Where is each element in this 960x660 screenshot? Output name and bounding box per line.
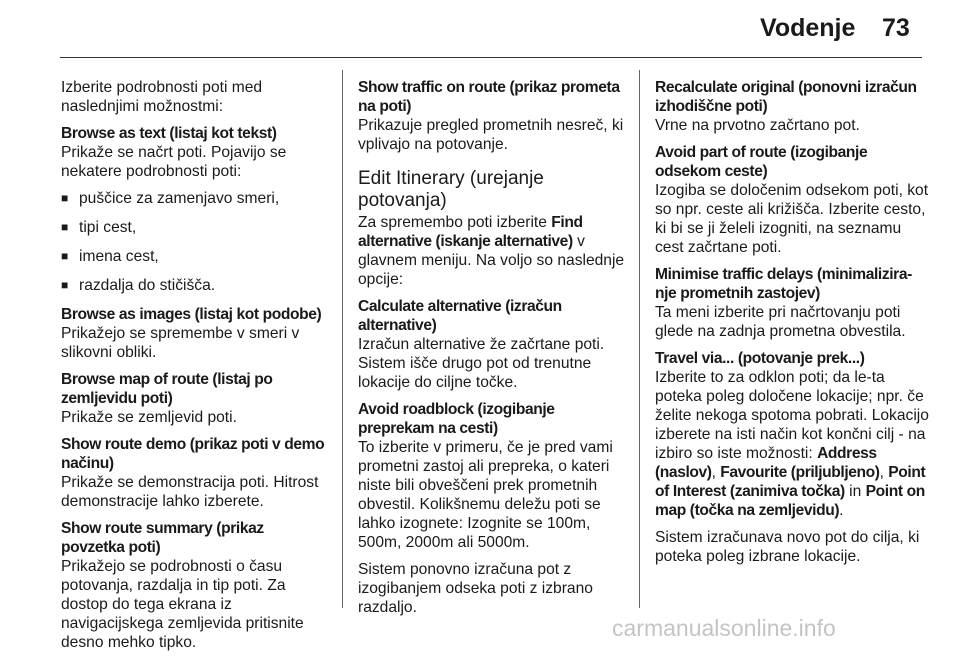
detail-list	[61, 189, 331, 295]
option-route-summary	[61, 519, 331, 652]
intro-text: Izberite podrobnosti poti med naslednjimi možnostmi:	[61, 79, 263, 115]
column-middle	[358, 78, 630, 625]
option-description: Ta meni izberite pri načrtovanju poti glede na zadnja prometna obvestila.	[655, 304, 906, 340]
option-show-traffic	[358, 78, 630, 154]
column-right	[655, 78, 930, 574]
option-description: Izogiba se določenim odsekom poti, kot so npr. ceste ali križišča. Izberite cesto, ki bi se ji želeli izogniti, na seznamu cest začrtane poti.	[655, 182, 929, 256]
option-description: Prikazuje pregled prometnih nesreč, ki vplivajo na potovanje.	[358, 117, 624, 153]
option-term: Show route demo (prikaz poti v demo načinu)	[61, 436, 325, 472]
location-option: Favourite (priljubljeno)	[720, 464, 880, 481]
page-header-title: Vodenje	[760, 14, 856, 42]
option-term: Browse map of route (listaj po zemljevidu poti)	[61, 371, 273, 407]
option-description: To izberite v primeru, če je pred vami prometni zastoj ali prepreka, o kateri niste bili obveščeni prek prometnih obvestil. Kolikšnemu deležu poti se lahko izognete: Izognite se 100m, 500m, 2000m ali 5000m.	[358, 439, 613, 551]
recalculate-note: Sistem ponovno izračuna pot z izogibanjem odseka poti z izbrano razdaljo.	[358, 561, 593, 616]
option-term: Browse as text (listaj kot tekst)	[61, 125, 277, 142]
section-heading: Edit Itinerary (urejanje potovanja)	[358, 168, 544, 211]
separator: ,	[711, 464, 721, 481]
list-item: ■ tipi cest,	[61, 218, 331, 237]
watermark: carmanualsonline.info	[612, 615, 836, 641]
option-browse-images	[61, 305, 331, 362]
section-intro	[358, 213, 630, 289]
option-term: Travel via... (potovanje prek...)	[655, 350, 865, 367]
option-term: Calculate alternative (izračun alternative)	[358, 298, 562, 334]
option-term: Avoid part of route (izogibanje odsekom ceste)	[655, 144, 868, 180]
option-description: Prikaže se načrt poti. Pojavijo se nekatere podrobnosti poti:	[61, 144, 287, 180]
location-option: Point on map (točka na zemljevidu)	[655, 483, 925, 519]
list-item: ■ razdalja do stičišča.	[61, 276, 331, 295]
header-divider	[60, 57, 922, 58]
option-description: Izračun alternative že začrtane poti. Sistem išče drugo pot od trenutne lokacije do ciljne točke.	[358, 336, 605, 391]
option-term: Avoid roadblock (izogibanje preprekam na cesti)	[358, 401, 555, 437]
option-description: Prikažejo se spremembe v smeri v slikovni obliki.	[61, 325, 300, 361]
option-description: Izberite to za odklon poti; da le-ta poteka poleg določene lokacije; npr. če želite nekoga spotoma pobrati. Lokacijo izberete na isti način kot končni cilj - na izbiro so iste možnosti:	[655, 369, 929, 462]
option-browse-text	[61, 124, 331, 181]
list-item: ■ imena cest,	[61, 247, 331, 266]
option-avoid-roadblock	[358, 400, 630, 552]
list-item: ■ puščice za zamenjavo smeri,	[61, 189, 331, 208]
option-term: Show route summary (prikaz povzetka poti)	[61, 520, 264, 556]
column-left	[61, 78, 331, 660]
option-calculate-alternative	[358, 297, 630, 392]
menu-option-name: Find alternative (iskanje alternative)	[358, 214, 583, 250]
separator: .	[839, 502, 844, 519]
option-avoid-part	[655, 143, 930, 257]
column-divider	[342, 70, 343, 608]
option-recalculate-original	[655, 78, 930, 135]
option-description: Prikaže se zemljevid poti.	[61, 409, 237, 426]
option-term: Minimise traffic delays (minimalizira-nje prometnih zastojev)	[655, 266, 912, 302]
option-term: Show traffic on route (prikaz prometa na poti)	[358, 79, 620, 115]
option-description: Vrne na prvotno začrtano pot.	[655, 117, 860, 134]
separator: in	[844, 483, 866, 500]
option-description: Prikažejo se podrobnosti o času potovanja, razdalja in tip poti. Za dostop do tega ekrana iz navigacijskega zemljevida pritisnite desno mehko tipko.	[61, 558, 304, 651]
final-note: Sistem izračunava novo pot do cilja, ki poteka poleg izbrane lokacije.	[655, 529, 920, 565]
option-minimise-delays	[655, 265, 930, 341]
option-browse-map	[61, 370, 331, 427]
option-term: Recalculate original (ponovni izračun izhodiščne poti)	[655, 79, 917, 115]
option-description: Prikaže se demonstracija poti. Hitrost demonstracije lahko izberete.	[61, 474, 319, 510]
separator: ,	[879, 464, 889, 481]
option-route-demo	[61, 435, 331, 511]
intro-text: v glavnem meniju. Na voljo so naslednje opcije:	[358, 233, 625, 288]
page-number: 73	[882, 14, 910, 42]
location-option: Address (naslov)	[655, 445, 877, 481]
column-divider	[639, 70, 640, 608]
location-option: Point of Interest (zanimiva točka)	[655, 464, 926, 500]
option-travel-via	[655, 349, 930, 520]
intro-text: Za spremembo poti izberite	[358, 214, 552, 231]
option-term: Browse as images (listaj kot podobe)	[61, 306, 322, 323]
